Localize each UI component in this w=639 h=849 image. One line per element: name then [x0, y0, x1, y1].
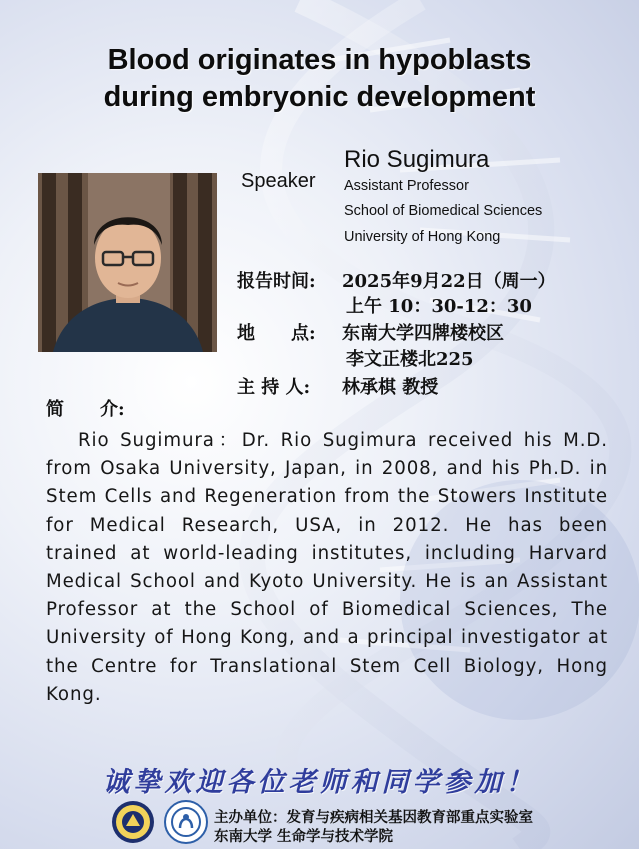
event-time: 上午 10：30-12：30: [346, 296, 532, 317]
talk-title-line-1: Blood originates in hypoblasts: [107, 44, 532, 76]
place-label: 地 点:: [237, 323, 316, 344]
time-label: 报告时间:: [237, 271, 316, 292]
place-line-1: 东南大学四牌楼校区: [342, 323, 504, 344]
organizer-line-2: 东南大学 生命学与技术学院: [214, 829, 394, 845]
bio-heading: 简 介:: [46, 399, 125, 420]
host-name: 林承棋 教授: [342, 377, 439, 398]
host-label: 主 持 人:: [237, 377, 311, 398]
bio-text: Rio Sugimura：Dr. Rio Sugimura received his M.D. from Osaka University, Japan, in 2008, and his Ph.D. in Stem Cells and Regeneration from the Stowers Institute for Medical Research, USA, in 2012. He has been trained at world-leading institutes, including Harvard Medical School and Kyoto University. He is an Assistant Professor at the School of Biomedical Sciences, The University of Hong Kong, and a principal investigator at the Centre for Translational Stem Cell Biology, Hong Kong.: [46, 430, 608, 705]
talk-title: [0, 42, 639, 116]
talk-title-line-2: during embryonic development: [103, 81, 536, 113]
speaker-name: Rio Sugimura: [344, 146, 490, 173]
invitation-text: 诚挚欢迎各位老师和同学参加！: [102, 767, 537, 798]
seu-university-seal-icon: [111, 800, 155, 844]
organizer-line-1: 主办单位：发育与疾病相关基因教育部重点实验室: [214, 810, 533, 826]
place-line-2: 李文正楼北225: [346, 349, 474, 370]
college-emblem-icon: [164, 800, 208, 844]
event-date: 2025年9月22日（周一）: [342, 271, 556, 292]
speaker-position: Assistant Professor: [344, 178, 469, 194]
speaker-tag: Speaker: [241, 170, 316, 192]
speaker-school: School of Biomedical Sciences: [344, 203, 543, 219]
speaker-photo: [38, 173, 217, 352]
speaker-university: University of Hong Kong: [344, 229, 501, 245]
